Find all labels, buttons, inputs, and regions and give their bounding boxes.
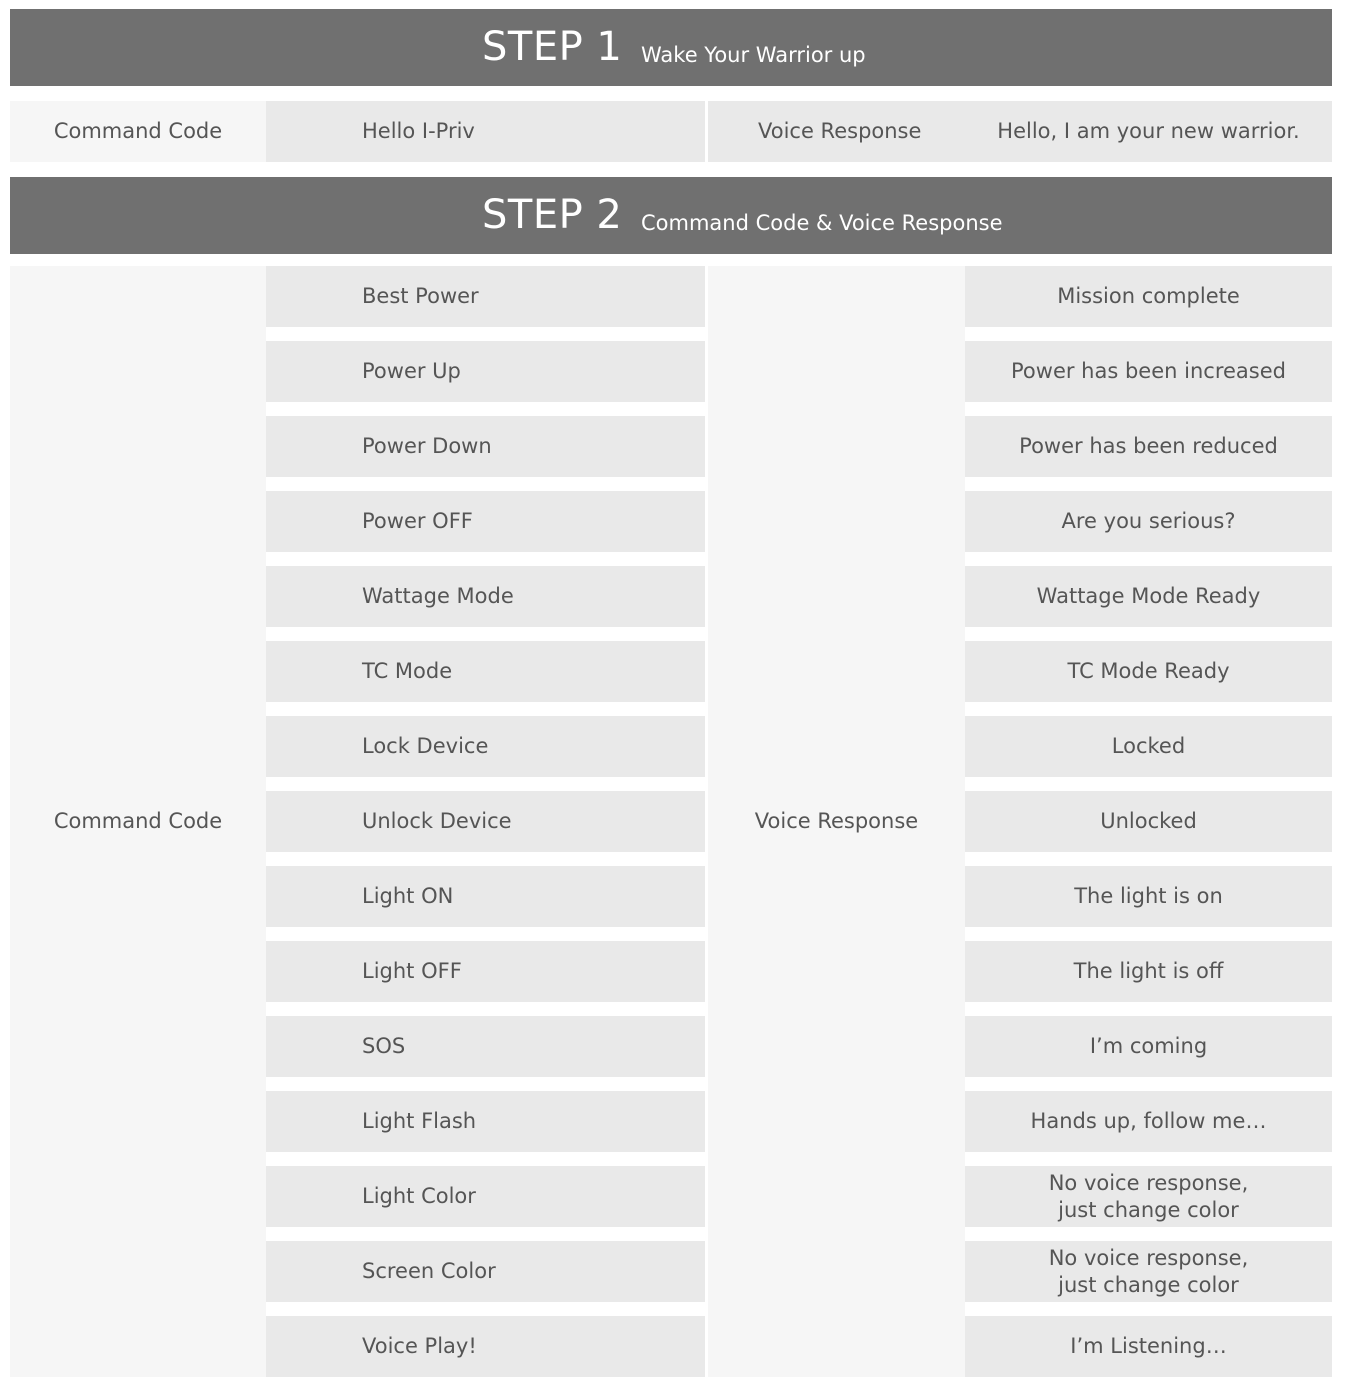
step1-banner bbox=[10, 9, 1332, 86]
command-cell bbox=[266, 941, 705, 1002]
response-text: Power has been reduced bbox=[1019, 434, 1278, 458]
command-text: Lock Device bbox=[362, 734, 489, 758]
response-cell bbox=[965, 266, 1332, 327]
command-text: SOS bbox=[362, 1034, 406, 1058]
command-text: Screen Color bbox=[362, 1259, 496, 1283]
response-text: Wattage Mode Ready bbox=[1036, 584, 1261, 608]
command-cell bbox=[266, 1016, 705, 1077]
command-cell bbox=[266, 266, 705, 327]
response-cell bbox=[965, 1016, 1332, 1077]
response-cell bbox=[965, 1316, 1332, 1377]
response-cell bbox=[965, 416, 1332, 477]
response-cell bbox=[965, 341, 1332, 402]
response-cell bbox=[965, 866, 1332, 927]
response-text: Are you serious? bbox=[1061, 509, 1236, 533]
step2-title: STEP 2 bbox=[482, 192, 623, 238]
response-text: Unlocked bbox=[1100, 809, 1197, 833]
step1-command-value bbox=[266, 101, 705, 162]
command-cell bbox=[266, 1241, 705, 1302]
command-cell bbox=[266, 1166, 705, 1227]
response-text: The light is on bbox=[1074, 884, 1223, 908]
response-cell bbox=[965, 566, 1332, 627]
command-cell bbox=[266, 641, 705, 702]
command-cell bbox=[266, 566, 705, 627]
command-text: Light Flash bbox=[362, 1109, 477, 1133]
response-cell bbox=[965, 491, 1332, 552]
command-text: Power Up bbox=[362, 359, 461, 383]
command-text: TC Mode bbox=[362, 659, 453, 683]
command-text: Voice Play! bbox=[362, 1334, 477, 1358]
step2-command-label-text: Command Code bbox=[53, 809, 223, 833]
step1-response-value: Hello, I am your new warrior. bbox=[997, 119, 1300, 143]
response-text: The light is off bbox=[1073, 959, 1224, 983]
response-text: Mission complete bbox=[1057, 284, 1240, 308]
command-text: Best Power bbox=[362, 284, 479, 308]
response-cell bbox=[965, 1166, 1332, 1227]
step2-response-label bbox=[708, 266, 965, 1377]
command-text: Light Color bbox=[362, 1184, 476, 1208]
command-text: Power Down bbox=[362, 434, 492, 458]
response-text: Hands up, follow me… bbox=[1030, 1109, 1267, 1133]
response-text: TC Mode Ready bbox=[1067, 659, 1230, 683]
command-cell bbox=[266, 716, 705, 777]
response-text: No voice response, just change color bbox=[1048, 1245, 1249, 1297]
command-text: Wattage Mode bbox=[362, 584, 514, 608]
response-text: Locked bbox=[1111, 734, 1186, 758]
step1-response-cell bbox=[708, 101, 1332, 162]
step2-command-label bbox=[10, 266, 266, 1377]
command-cell bbox=[266, 1316, 705, 1377]
step1-subtitle: Wake Your Warrior up bbox=[641, 43, 866, 67]
command-cell bbox=[266, 416, 705, 477]
command-text: Unlock Device bbox=[362, 809, 512, 833]
command-cell bbox=[266, 791, 705, 852]
step1-title: STEP 1 bbox=[482, 24, 623, 70]
step2-subtitle: Command Code & Voice Response bbox=[641, 211, 1003, 235]
command-text: Light ON bbox=[362, 884, 454, 908]
response-cell bbox=[965, 641, 1332, 702]
command-cell bbox=[266, 1091, 705, 1152]
command-text: Power OFF bbox=[362, 509, 473, 533]
response-text: I’m Listening… bbox=[1070, 1334, 1227, 1358]
step2-response-label-text: Voice Response bbox=[754, 809, 919, 833]
step1-command-label-text: Command Code bbox=[53, 119, 223, 143]
step2-banner bbox=[10, 177, 1332, 254]
step1-command-value-text: Hello I-Priv bbox=[362, 119, 475, 143]
command-cell bbox=[266, 491, 705, 552]
step1-response-label: Voice Response bbox=[758, 119, 922, 143]
response-text: No voice response, just change color bbox=[1048, 1170, 1249, 1222]
response-cell bbox=[965, 941, 1332, 1002]
command-cell bbox=[266, 341, 705, 402]
response-text: Power has been increased bbox=[1011, 359, 1286, 383]
command-cell bbox=[266, 866, 705, 927]
step1-command-label bbox=[10, 101, 266, 162]
command-text: Light OFF bbox=[362, 959, 462, 983]
response-cell bbox=[965, 791, 1332, 852]
response-cell bbox=[965, 716, 1332, 777]
response-cell bbox=[965, 1241, 1332, 1302]
response-text: I’m coming bbox=[1089, 1034, 1208, 1058]
response-cell bbox=[965, 1091, 1332, 1152]
